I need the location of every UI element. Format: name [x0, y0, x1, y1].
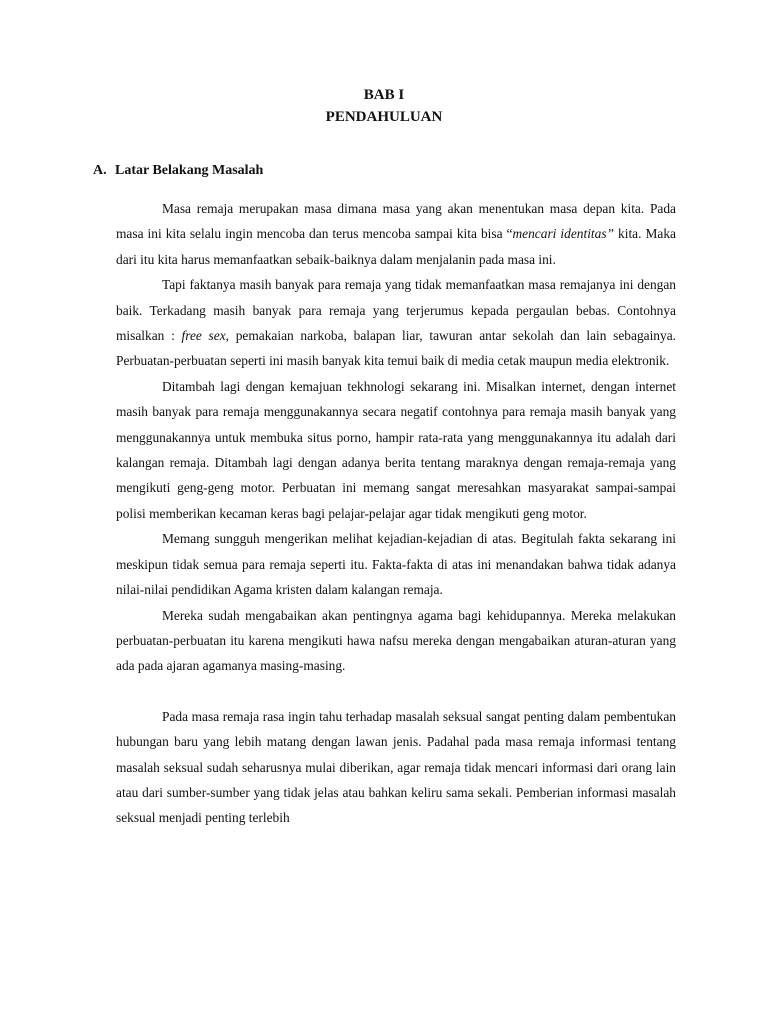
paragraph-1: [116, 196, 676, 272]
paragraph-1-text-b: kita. Maka dari itu kita harus memanfaatkan sebaik-baiknya dalam menjalanin pada masa ini.: [116, 226, 676, 267]
paragraph-2-text-a: Tapi faktanya masih banyak para remaja yang tidak memanfaatkan masa remajanya ini dengan baik. Terkadang masih banyak para remaja yang terjerumus kepada pergaulan bebas. Contohnya misalkan :: [116, 277, 676, 344]
chapter-title: PENDAHULUAN: [325, 109, 443, 125]
section-title: Latar Belakang Masalah: [115, 163, 264, 178]
paragraph-5: Mereka sudah mengabaikan akan pentingnya agama bagi kehidupannya. Mereka melakukan perbuatan-perbuatan itu karena mengikuti hawa nafsu mereka dengan mengabaikan aturan-aturan yang ada pada ajaran agamanya masing-masing.: [116, 607, 676, 674]
paragraph-6: Pada masa remaja rasa ingin tahu terhadap masalah seksual sangat penting dalam pembentukan hubungan baru yang lebih matang dengan lawan jenis. Padahal pada masa remaja informasi tentang masalah seksual sudah seharusnya mulai diberikan, agar remaja tidak mencari informasi dari orang lain atau dari sumber-sumber yang tidak jelas atau bahkan keliru sama sekali. Pemberian informasi masalah seksual menjadi penting terlebih: [116, 708, 676, 826]
chapter-heading: [0, 84, 768, 128]
body-text: [116, 196, 676, 831]
paragraph-4: Memang sungguh mengerikan melihat kejadian-kejadian di atas. Begitulah fakta sekarang ini meskipun tidak semua para remaja seperti itu. Fakta-fakta di atas ini menandakan bahwa tidak adanya nilai-nilai pendidikan Agama kristen dalam kalangan remaja.: [116, 531, 676, 598]
section-letter: A.: [93, 163, 107, 178]
paragraph-2-emphasis: free sex: [181, 328, 226, 344]
paragraph-1-text-a: Masa remaja merupakan masa dimana masa yang akan menentukan masa depan kita. Pada masa ini kita selalu ingin mencoba dan terus mencoba sampai kita bisa “: [116, 201, 676, 242]
chapter-number: BAB I: [363, 87, 405, 103]
paragraph-2: [116, 272, 676, 374]
paragraph-3: Ditambah lagi dengan kemajuan tekhnologi sekarang ini. Misalkan internet, dengan internet masih banyak para remaja menggunakannya secara negatif contohnya para remaja masih banyak yang menggunakannya untuk membuka situs porno, hampir rata-rata yang menggunakannya itu adalah dari kalangan remaja. Ditambah lagi dengan adanya berita tentang maraknya dengan remaja-remaja yang mengikuti geng-geng motor. Perbuatan ini memang sangat meresahkan masyarakat sampai-sampai polisi memberikan kecaman keras bagi pelajar-pelajar agar tidak mengikuti geng motor.: [116, 378, 676, 521]
paragraph-2-text-b: , pemakaian narkoba, balapan liar, tawuran antar sekolah dan lain sebagainya. Perbuatan-perbuatan seperti ini masih banyak kita temui baik di media cetak maupun media elektronik.: [116, 328, 676, 369]
section-heading: [93, 160, 263, 182]
paragraph-1-emphasis: mencari identitas”: [512, 226, 614, 242]
